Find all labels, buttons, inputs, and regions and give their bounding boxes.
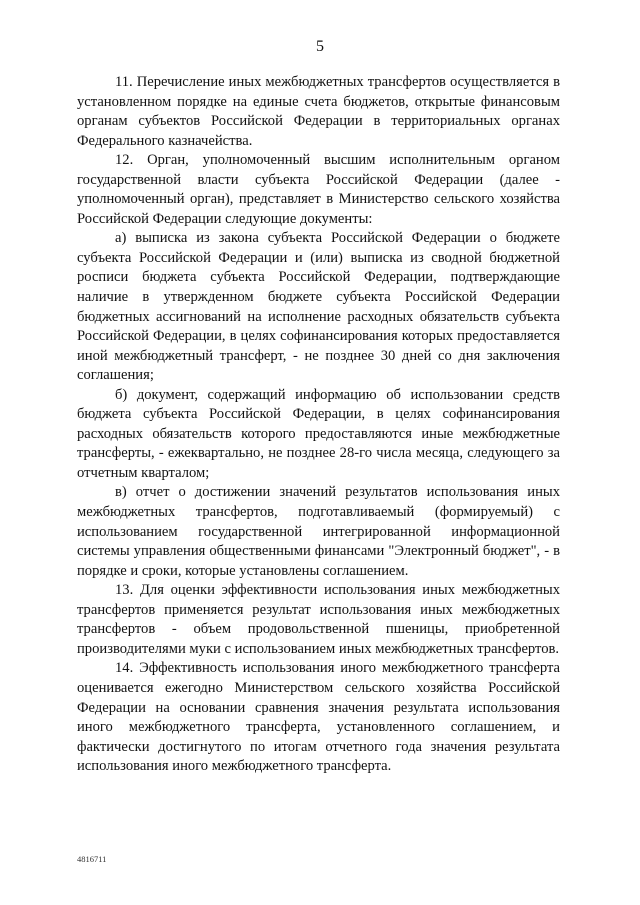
page-number: 5: [316, 38, 324, 55]
paragraph-12-c: в) отчет о достижении значений результатов использования иных межбюджетных трансфертов, подготавливаемый (формируемый) с использованием государственной интегрированной информационной системы управления общественными финансами "Электронный бюджет", - в порядке и сроки, которые установлены соглашением.: [77, 484, 560, 579]
document-code: 4816711: [77, 854, 107, 864]
paragraph-12-b: б) документ, содержащий информацию об использовании средств бюджета субъекта Российской Федерации, в целях софинансирования расходных обязательств которого предоставляются иные межбюджетные трансферты, - ежеквартально, не позднее 28-го числа месяца, следующего за отчетным кварталом;: [77, 386, 560, 481]
paragraph-12: 12. Орган, уполномоченный высшим исполнительным органом государственной власти субъекта Российской Федерации (далее - уполномоченный орган), представляет в Министерство сельского хозяйства Российской Федерации следующие документы:: [77, 152, 560, 227]
document-body: [77, 73, 560, 777]
paragraph-11: 11. Перечисление иных межбюджетных трансфертов осуществляется в установленном порядке на единые счета бюджетов, открытые финансовым органам субъектов Российской Федерации в территориальных органах Федерального казначейства.: [77, 74, 560, 149]
paragraph-13: 13. Для оценки эффективности использования иных межбюджетных трансфертов применяется результат использования иных межбюджетных трансфертов - объем продовольственной пшеницы, приобретенной производителями муки с использованием иных межбюджетных трансфертов.: [77, 582, 560, 657]
paragraph-14: 14. Эффективность использования иного межбюджетного трансферта оценивается ежегодно Министерством сельского хозяйства Российской Федерации на основании сравнения значения результата использования иного межбюджетного трансферта, установленного соглашением, и фактически достигнутого по итогам отчетного года значения результата использования иного межбюджетного трансферта.: [77, 660, 560, 775]
paragraph-12-a: а) выписка из закона субъекта Российской Федерации о бюджете субъекта Российской Федерации и (или) выписка из сводной бюджетной росписи бюджета субъекта Российской Федерации, подтверждающие наличие в утвержденном бюджете субъекта Российской Федерации бюджетных ассигнований на исполнение расходных обязательств субъекта Российской Федерации, в целях софинансирования которых предоставляется иной межбюджетный трансферт, - не позднее 30 дней со дня заключения соглашения;: [77, 230, 560, 384]
